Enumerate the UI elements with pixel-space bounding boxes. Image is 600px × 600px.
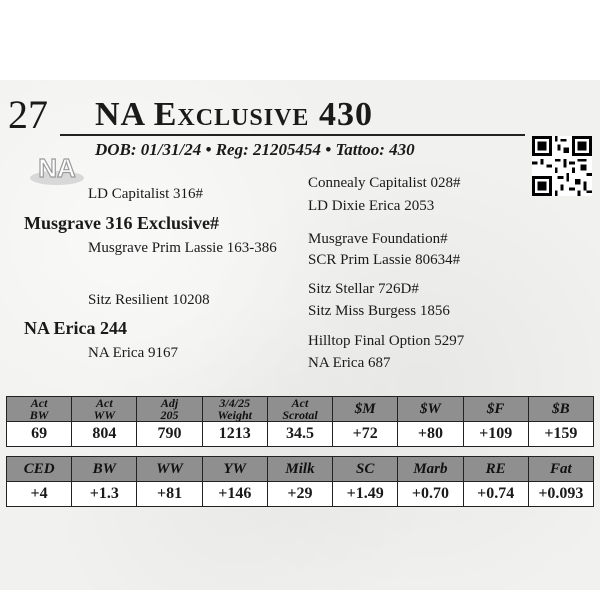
value-act-bw: 69 <box>7 422 72 447</box>
epd-header-marb: Marb <box>398 457 463 482</box>
header-adj-205: Adj 205 <box>137 397 202 422</box>
epd-value-ced: +4 <box>7 482 72 507</box>
header-dollar-w: $W <box>398 397 463 422</box>
na-logo-badge <box>28 148 86 186</box>
epd-header-ww: WW <box>137 457 202 482</box>
epd-value-marb: +0.70 <box>398 482 463 507</box>
value-act-ww: 804 <box>72 422 137 447</box>
value-weight: 1213 <box>202 422 267 447</box>
performance-value-row <box>7 422 594 447</box>
pedigree-ggs-3: Musgrave Foundation# <box>308 231 448 247</box>
value-act-scrotal: 34.5 <box>267 422 332 447</box>
header-weight: 3/4/25 Weight <box>202 397 267 422</box>
performance-table <box>6 396 594 447</box>
value-dollar-w: +80 <box>398 422 463 447</box>
pedigree-ggs-6: Sitz Miss Burgess 1856 <box>308 303 450 319</box>
epd-value-ww: +81 <box>137 482 202 507</box>
value-dollar-b: +159 <box>528 422 593 447</box>
pedigree-dam-dam: NA Erica 9167 <box>88 345 178 361</box>
epd-value-fat: +0.093 <box>528 482 593 507</box>
value-adj-205: 790 <box>137 422 202 447</box>
lot-number: 27 <box>8 92 48 137</box>
pedigree-ggs-4: SCR Prim Lassie 80634# <box>308 252 461 268</box>
epd-value-sc: +1.49 <box>333 482 398 507</box>
header-act-bw: Act BW <box>7 397 72 422</box>
pedigree-dam: NA Erica 244 <box>24 318 127 338</box>
epd-header-yw: YW <box>202 457 267 482</box>
epd-header-sc: SC <box>333 457 398 482</box>
header-dollar-m: $M <box>333 397 398 422</box>
header-dollar-b: $B <box>528 397 593 422</box>
epd-value-milk: +29 <box>267 482 332 507</box>
epd-value-re: +0.74 <box>463 482 528 507</box>
header-dollar-f: $F <box>463 397 528 422</box>
epd-header-bw: BW <box>72 457 137 482</box>
pedigree-sire-sire: LD Capitalist 316# <box>88 186 203 202</box>
epd-header-re: RE <box>463 457 528 482</box>
epd-header-ced: CED <box>7 457 72 482</box>
title-rule <box>60 134 525 136</box>
performance-header-row <box>7 397 594 422</box>
epd-value-yw: +146 <box>202 482 267 507</box>
epd-header-row <box>7 457 594 482</box>
pedigree-sire: Musgrave 316 Exclusive# <box>24 213 219 233</box>
epd-header-fat: Fat <box>528 457 593 482</box>
value-dollar-m: +72 <box>333 422 398 447</box>
epd-table <box>6 456 594 507</box>
pedigree-dam-sire: Sitz Resilient 10208 <box>88 292 210 308</box>
epd-value-row <box>7 482 594 507</box>
pedigree-ggs-5: Sitz Stellar 726D# <box>308 281 419 297</box>
epd-value-bw: +1.3 <box>72 482 137 507</box>
badge-text: NA <box>38 153 76 183</box>
pedigree-sire-dam: Musgrave Prim Lassie 163-386 <box>88 240 277 256</box>
pedigree-ggs-7: Hilltop Final Option 5297 <box>308 333 465 349</box>
animal-name: NA Exclusive 430 <box>95 96 373 133</box>
header-act-ww: Act WW <box>72 397 137 422</box>
value-dollar-f: +109 <box>463 422 528 447</box>
animal-details: DOB: 01/31/24 • Reg: 21205454 • Tattoo: 430 <box>95 140 415 159</box>
pedigree-ggs-2: LD Dixie Erica 2053 <box>308 198 435 214</box>
pedigree-ggs-1: Connealy Capitalist 028# <box>308 175 461 191</box>
header-act-scrotal: Act Scrotal <box>267 397 332 422</box>
qr-code[interactable] <box>532 136 592 196</box>
pedigree-ggs-8: NA Erica 687 <box>308 355 391 371</box>
epd-header-milk: Milk <box>267 457 332 482</box>
